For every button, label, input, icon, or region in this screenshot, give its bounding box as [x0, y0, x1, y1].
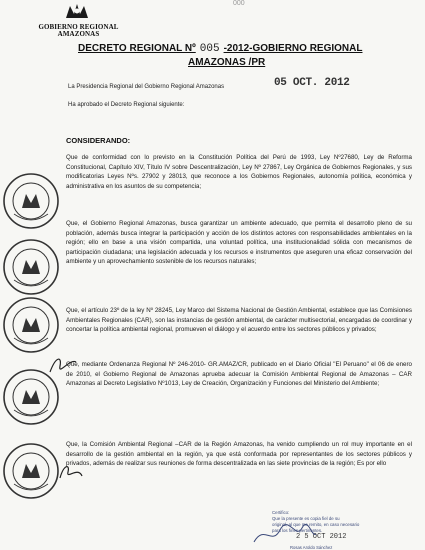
handwritten-signature-icon — [250, 520, 320, 548]
considerando-heading: CONSIDERANDO: — [66, 136, 131, 145]
decree-title-suffix: -2012-GOBIERNO REGIONAL — [223, 43, 363, 54]
official-seal-icon — [0, 294, 62, 356]
decree-number: 005 — [199, 43, 220, 55]
date-stamp: 05 OCT. 2012 — [274, 77, 350, 89]
organization-name — [36, 24, 121, 38]
stamp-line: original, al que me remito, en caso necesario — [272, 522, 360, 527]
organization-name-line2: AMAZONAS — [57, 30, 100, 38]
organization-logo — [36, 2, 121, 40]
signatory-name: Rosas Aroldo Sánchez — [290, 545, 333, 550]
stamp-date: 2 5 OCT 2012 — [296, 533, 347, 541]
official-seal-icon — [0, 170, 62, 232]
paragraph-5: Que, la Comisión Ambiental Regional –CAR de la Región Amazonas, ha venido cumpliendo un rol muy importante en el desarrollo de la gestión ambiental en la región, ya que está conformada por representantes de los sectores públicos y privados, además de realizar sus reuniones de forma descentralizada en las siete provincias de la región; Es por ello — [66, 441, 412, 468]
corner-page-number: 000 — [233, 0, 245, 7]
official-seal-icon — [0, 440, 62, 502]
regional-crest-icon — [64, 2, 90, 20]
stamp-line: para los fines pertinentes. — [272, 528, 323, 533]
intro-line-2: Ha aprobado el Decreto Regional siguiente: — [68, 102, 185, 108]
decree-title — [78, 43, 362, 55]
paragraph-3: Que, el artículo 23º de la ley Nº 28245, Ley Marco del Sistema Nacional de Gestión Ambiental, establece que las Comisiones Ambientales Regionales (CAR), son las instancias de gestión ambiental, de carácter multisectorial, encargadas de coordinar y concertar la política ambiental regional, promueven el diálogo y el acuerdo entre los sectores públicos y privados; — [66, 307, 412, 334]
stamp-line: Que la presente es copia fiel de su — [272, 516, 340, 521]
stamp-line: Certifico: — [272, 510, 290, 515]
paragraph-1: Que de conformidad con lo previsto en la Constitución Política del Perú de 1993, Ley Nº27680, Ley de Reforma Constitucional, Capítulo XIV, Título IV sobre Descentralización, Ley Nº 27867, Ley Orgánica de Gobiernos Regionales, y sus modificatorias Leyes Nºs. 27902 y 28013, que reconoce a los Gobiernos Regionales, autonomía política, económica y administrativa en los asuntos de su competencia; — [66, 154, 412, 190]
paragraph-4: Que, mediante Ordenanza Regional Nº 246-2010- GR.AMAZ/CR, publicado en el Diario Oficial "El Peruano" el 06 de enero de 2010, el Gobierno Regional de Amazonas aprueba adecuar la Comisión Ambiental Regional de Amazonas – CAR Amazonas al Decreto Legislativo Nº1013, Ley de Creación, Organización y Funciones del Ministerio del Ambiente; — [66, 361, 412, 388]
official-seal-icon — [0, 236, 62, 298]
decree-title-prefix: DECRETO REGIONAL Nº — [78, 43, 196, 54]
intro-line-1: La Presidencia Regional del Gobierno Regional Amazonas — [68, 84, 225, 90]
initials-signature-icon — [58, 462, 84, 482]
organization-name-line1: GOBIERNO REGIONAL — [38, 23, 119, 31]
paragraph-2: Que, el Gobierno Regional Amazonas, busca garantizar un ambiente adecuado, que permita el desarrollo pleno de su población, además busca integrar la participación y acción de los distintos actores con responsabilidades ambientales en la región; ello en base a una visión compartida, una voluntad política, una institucionalidad sólida con mecanismos de participación ciudadana; una legislación adecuada y los recursos e instrumentos que aseguren una eficaz conservación del ambiente y un aprovechamiento sostenible de los recursos naturales; — [66, 220, 412, 266]
decree-title-line2: AMAZONAS /PR — [188, 57, 266, 68]
initials-signature-icon — [48, 352, 78, 376]
